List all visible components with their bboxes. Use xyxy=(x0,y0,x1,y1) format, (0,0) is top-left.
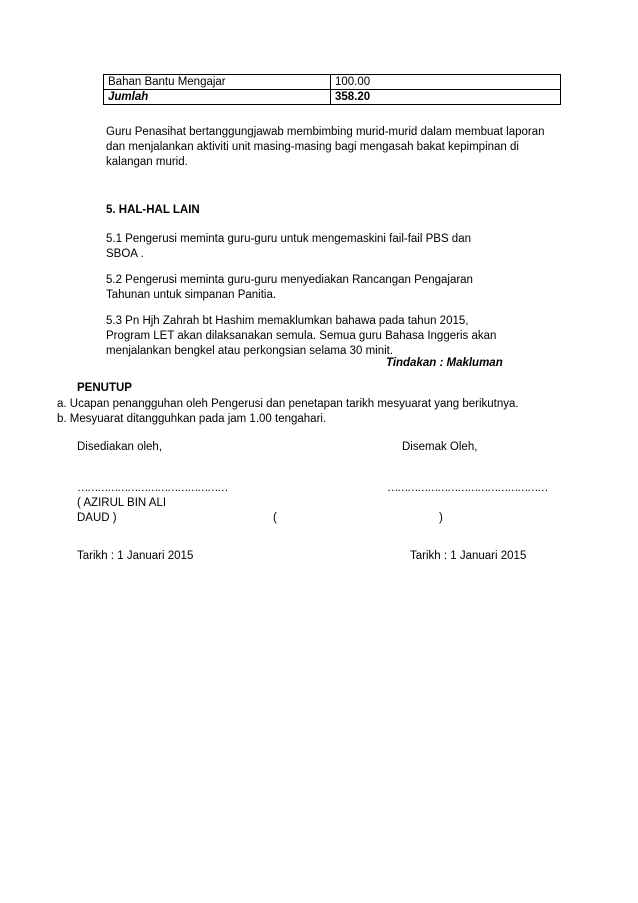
preparer-name-line: DAUD ) xyxy=(77,512,117,524)
table-cell-item: Bahan Bantu Mengajar xyxy=(104,75,331,90)
signature-line-left: ……………………………………… xyxy=(77,482,227,494)
item-5-2-line: 5.2 Pengerusi meminta guru-guru menyediakan Rancangan Pengajaran xyxy=(106,274,473,286)
date-left: Tarikh : 1 Januari 2015 xyxy=(77,550,194,562)
item-5-3-line: Program LET akan dilaksanakan semula. Semua guru Bahasa Inggeris akan xyxy=(106,330,497,342)
penutup-item-a: a. Ucapan penangguhan oleh Pengerusi dan penetapan tarikh mesyuarat yang berikutnya. xyxy=(57,398,519,410)
paragraph-line: Guru Penasihat bertanggungjawab membimbing murid-murid dalam membuat laporan xyxy=(106,126,545,138)
item-5-2-line: Tahunan untuk simpanan Panitia. xyxy=(106,289,277,301)
item-5-1-line: 5.1 Pengerusi meminta guru-guru untuk mengemaskini fail-fail PBS dan xyxy=(106,233,471,245)
action-note: Tindakan : Makluman xyxy=(386,357,503,369)
table-cell-total-label: Jumlah xyxy=(104,90,331,105)
budget-table xyxy=(103,74,561,105)
penutup-heading: PENUTUP xyxy=(77,382,132,394)
item-5-3-line: menjalankan bengkel atau perkongsian selama 30 minit. xyxy=(106,345,394,357)
section5-heading: 5. HAL-HAL LAIN xyxy=(106,204,200,216)
date-right: Tarikh : 1 Januari 2015 xyxy=(410,550,527,562)
prepared-by-label: Disediakan oleh, xyxy=(77,441,163,453)
paragraph-line: dan menjalankan aktiviti unit masing-masing bagi mengasah bakat kepimpinan di xyxy=(106,141,519,153)
table-row xyxy=(104,75,561,90)
penutup-item-b: b. Mesyuarat ditangguhkan pada jam 1.00 tengahari. xyxy=(57,413,327,425)
table-cell-amount: 100.00 xyxy=(331,75,561,90)
preparer-name-line: ( AZIRUL BIN ALI xyxy=(77,497,167,509)
signature-line-right: ………………………………………… xyxy=(387,482,547,494)
reviewer-name-close: ) xyxy=(439,512,443,524)
item-5-3-line: 5.3 Pn Hjh Zahrah bt Hashim memaklumkan bahawa pada tahun 2015, xyxy=(106,315,469,327)
table-cell-total-amount: 358.20 xyxy=(331,90,561,105)
paragraph-line: kalangan murid. xyxy=(106,156,188,168)
table-row-total xyxy=(104,90,561,105)
reviewed-by-label: Disemak Oleh, xyxy=(402,441,478,453)
item-5-1-line: SBOA . xyxy=(106,248,144,260)
reviewer-name-open: ( xyxy=(273,512,277,524)
